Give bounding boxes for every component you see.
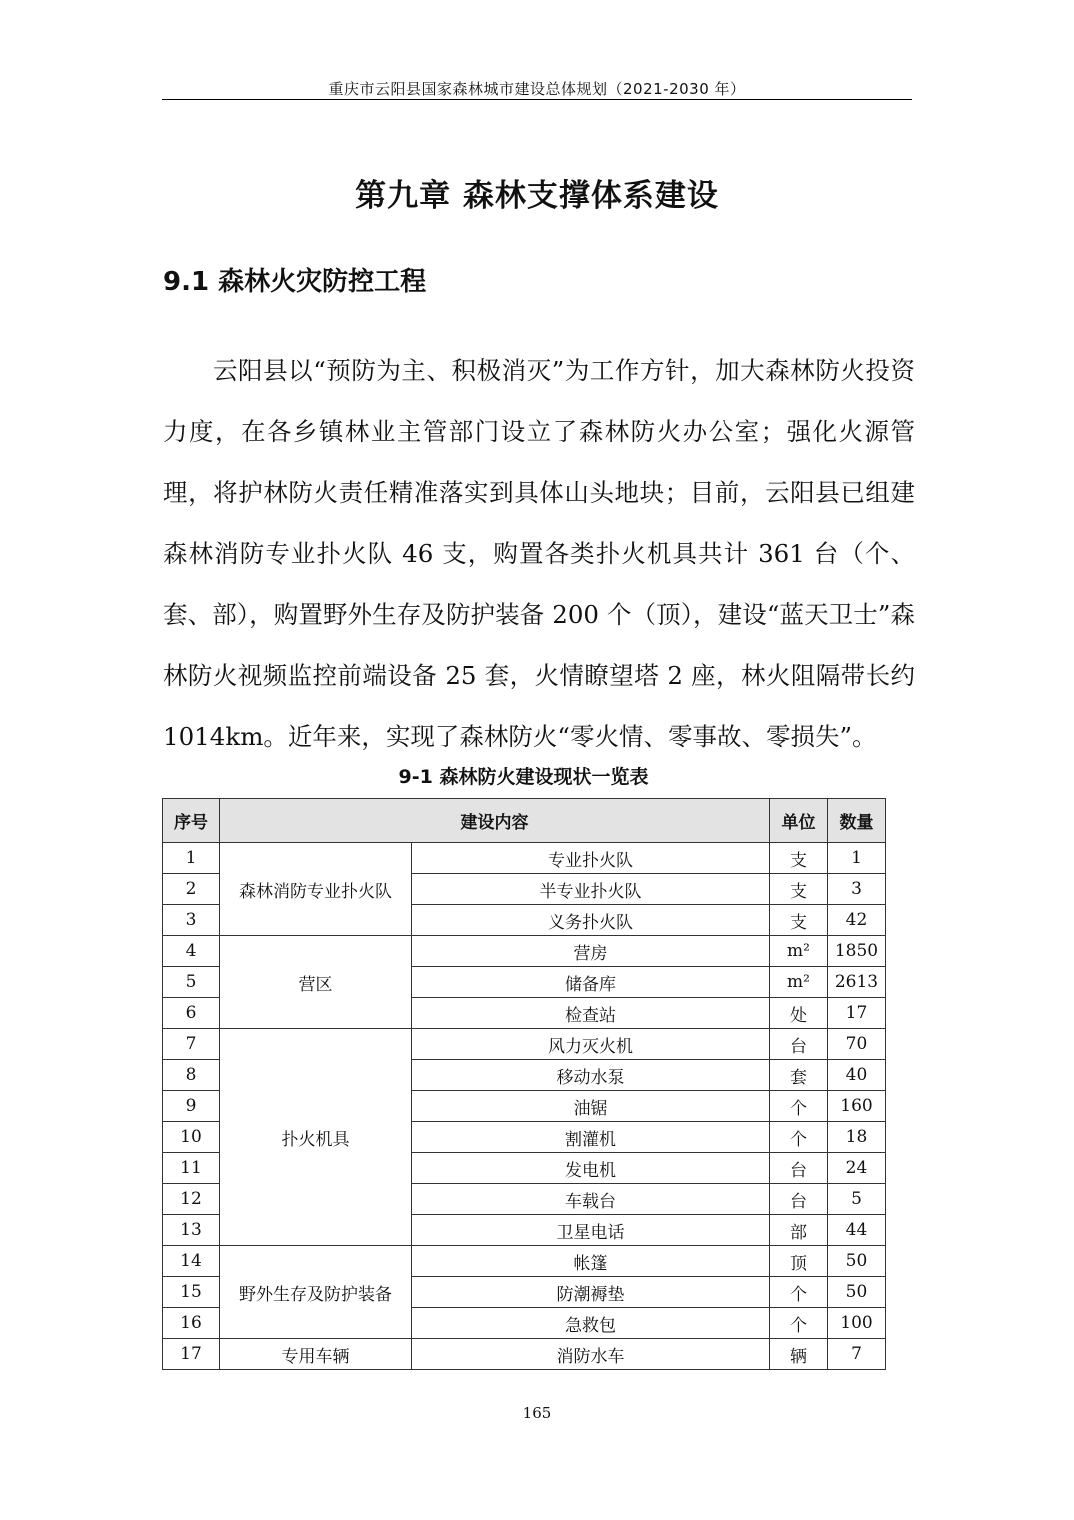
cell-item: 车载台 — [412, 1184, 770, 1215]
cell-unit: 套 — [770, 1060, 828, 1091]
table-caption: 9-1 森林防火建设现状一览表 — [398, 766, 649, 788]
cell-no: 12 — [163, 1184, 220, 1215]
table-row — [163, 936, 886, 967]
cell-item: 消防水车 — [412, 1339, 770, 1370]
cell-no: 15 — [163, 1277, 220, 1308]
cell-unit: 个 — [770, 1122, 828, 1153]
table-header-row — [163, 799, 886, 843]
cell-unit: 台 — [770, 1029, 828, 1060]
cell-qty: 42 — [828, 905, 886, 936]
cell-unit: 支 — [770, 905, 828, 936]
chapter-title: 第九章 森林支撑体系建设 — [355, 178, 719, 214]
cell-unit: 台 — [770, 1153, 828, 1184]
cell-no: 5 — [163, 967, 220, 998]
cell-no: 7 — [163, 1029, 220, 1060]
cell-item: 义务扑火队 — [412, 905, 770, 936]
header-content: 建设内容 — [220, 799, 770, 843]
fire-prevention-table — [162, 798, 886, 1370]
cell-qty: 100 — [828, 1308, 886, 1339]
cell-unit: 个 — [770, 1091, 828, 1122]
cell-category: 扑火机具 — [220, 1029, 412, 1246]
cell-no: 9 — [163, 1091, 220, 1122]
cell-item: 卫星电话 — [412, 1215, 770, 1246]
cell-unit: 个 — [770, 1277, 828, 1308]
cell-no: 3 — [163, 905, 220, 936]
table-row — [163, 1029, 886, 1060]
cell-category: 营区 — [220, 936, 412, 1029]
cell-item: 帐篷 — [412, 1246, 770, 1277]
cell-unit: 个 — [770, 1308, 828, 1339]
cell-item: 专业扑火队 — [412, 843, 770, 874]
cell-unit: 辆 — [770, 1339, 828, 1370]
section-title: 9.1 森林火灾防控工程 — [163, 267, 427, 297]
header-quantity: 数量 — [828, 799, 886, 843]
cell-category: 森林消防专业扑火队 — [220, 843, 412, 936]
cell-unit: m² — [770, 936, 828, 967]
cell-qty: 7 — [828, 1339, 886, 1370]
cell-unit: 台 — [770, 1184, 828, 1215]
cell-item: 移动水泵 — [412, 1060, 770, 1091]
cell-item: 检查站 — [412, 998, 770, 1029]
cell-item: 割灌机 — [412, 1122, 770, 1153]
table-row — [163, 1246, 886, 1277]
cell-item: 油锯 — [412, 1091, 770, 1122]
body-paragraph: 云阳县以“预防为主、积极消灭”为工作方针，加大森林防火投资力度，在各乡镇林业主管部门设立了森林防火办公室；强化火源管理，将护林防火责任精准落实到具体山头地块；目前，云阳县已组建森林消防专业扑火队 46 支，购置各类扑火机具共计 361 台（个、套、部），购置野外生存及防护装备 200 个（顶），建设“蓝天卫士”森林防火视频监控前端设备 25 套，火情瞭望塔 2 座，林火阻隔带长约1014km。近年来，实现了森林防火“零火情、零事故、零损失”。 — [163, 356, 915, 751]
running-header: 重庆市云阳县国家森林城市建设总体规划（2021-2030 年） — [328, 80, 746, 98]
cell-qty: 160 — [828, 1091, 886, 1122]
cell-item: 发电机 — [412, 1153, 770, 1184]
cell-no: 6 — [163, 998, 220, 1029]
cell-no: 13 — [163, 1215, 220, 1246]
header-divider — [162, 99, 912, 100]
cell-item: 防潮褥垫 — [412, 1277, 770, 1308]
cell-qty: 2613 — [828, 967, 886, 998]
cell-no: 10 — [163, 1122, 220, 1153]
cell-no: 11 — [163, 1153, 220, 1184]
cell-qty: 1850 — [828, 936, 886, 967]
cell-qty: 50 — [828, 1277, 886, 1308]
cell-qty: 70 — [828, 1029, 886, 1060]
cell-qty: 44 — [828, 1215, 886, 1246]
cell-qty: 1 — [828, 843, 886, 874]
table-row — [163, 1339, 886, 1370]
cell-item: 风力灭火机 — [412, 1029, 770, 1060]
cell-qty: 18 — [828, 1122, 886, 1153]
cell-unit: 顶 — [770, 1246, 828, 1277]
cell-no: 4 — [163, 936, 220, 967]
cell-qty: 5 — [828, 1184, 886, 1215]
cell-item: 急救包 — [412, 1308, 770, 1339]
table-row — [163, 843, 886, 874]
cell-item: 半专业扑火队 — [412, 874, 770, 905]
cell-category: 专用车辆 — [220, 1339, 412, 1370]
cell-item: 营房 — [412, 936, 770, 967]
header-serial-no: 序号 — [163, 799, 220, 843]
cell-no: 2 — [163, 874, 220, 905]
cell-qty: 3 — [828, 874, 886, 905]
cell-no: 8 — [163, 1060, 220, 1091]
cell-item: 储备库 — [412, 967, 770, 998]
cell-no: 1 — [163, 843, 220, 874]
cell-unit: 处 — [770, 998, 828, 1029]
cell-qty: 40 — [828, 1060, 886, 1091]
cell-qty: 17 — [828, 998, 886, 1029]
cell-no: 14 — [163, 1246, 220, 1277]
cell-qty: 24 — [828, 1153, 886, 1184]
cell-unit: 支 — [770, 843, 828, 874]
cell-category: 野外生存及防护装备 — [220, 1246, 412, 1339]
cell-unit: 部 — [770, 1215, 828, 1246]
cell-qty: 50 — [828, 1246, 886, 1277]
cell-unit: 支 — [770, 874, 828, 905]
cell-no: 16 — [163, 1308, 220, 1339]
cell-unit: m² — [770, 967, 828, 998]
cell-no: 17 — [163, 1339, 220, 1370]
page-number: 165 — [522, 1404, 552, 1422]
header-unit: 单位 — [770, 799, 828, 843]
